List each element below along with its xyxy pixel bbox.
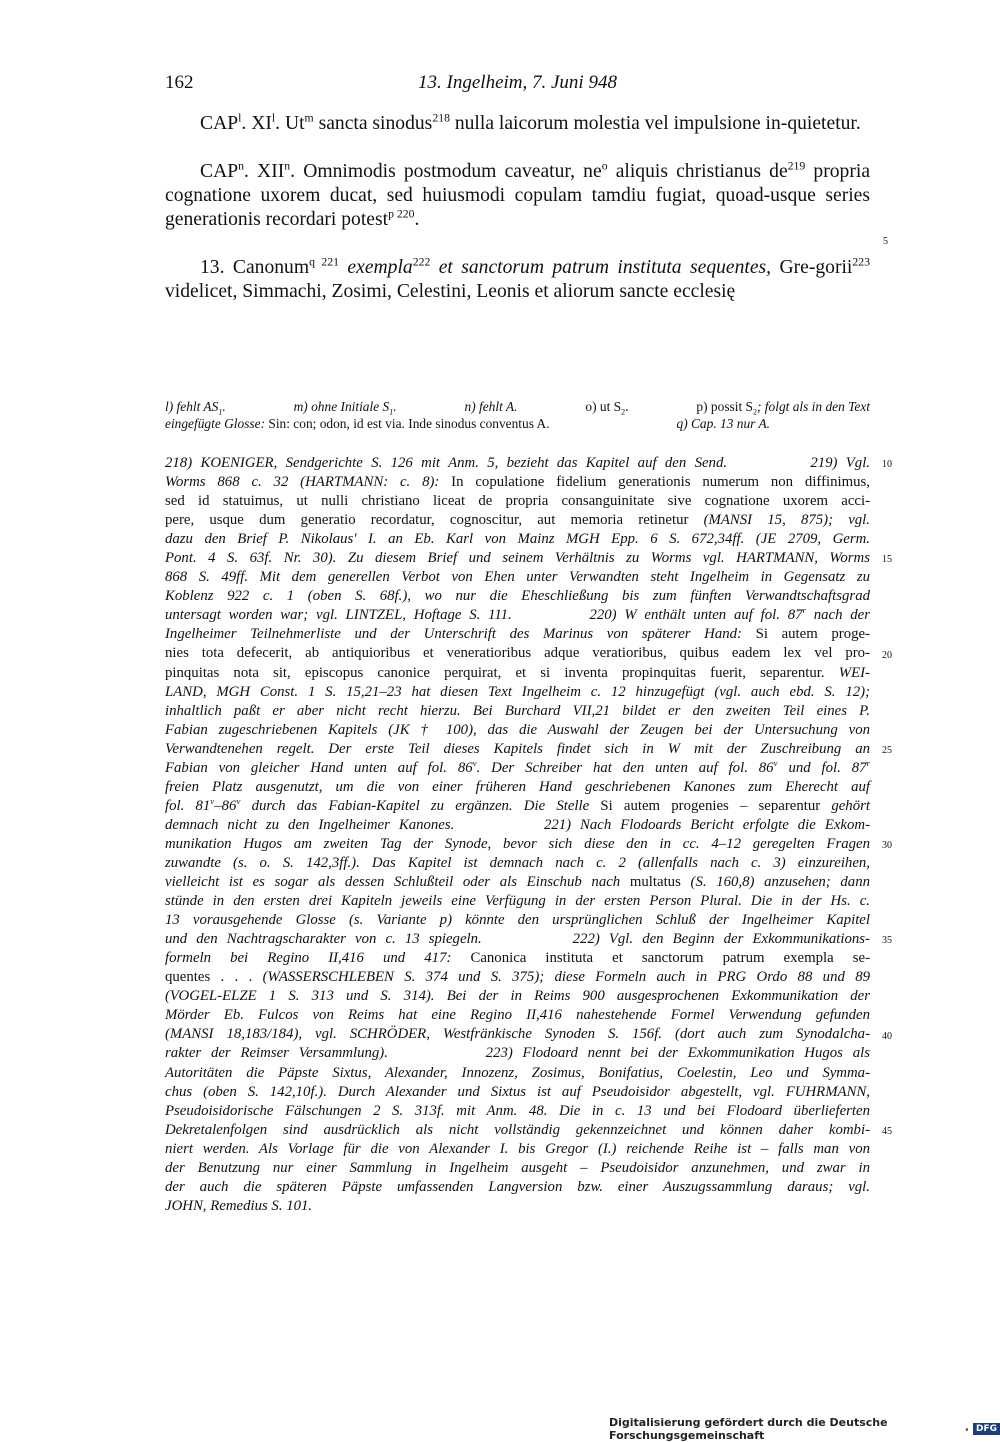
line-number: 40 (882, 1030, 892, 1042)
footnote-line: Pont. 4 S. 63f. Nr. 30). Zu diesem Brief und seinem Verhältnis zu Worms vgl. HARTMANN, Worms (165, 550, 870, 567)
page-number: 162 (165, 72, 194, 93)
footnote-line: sed id statuimus, ut nulli christiano liceat de propria consanguinitate sive cognatione uxorem acci- (165, 493, 870, 510)
variant-row: eingefügte Glosse: Sin: con; odon, id est via. Inde sinodus conventus A. q) Cap. 13 nur A. (165, 416, 770, 431)
footnote-line: nies tota defecerit, ab antiquioribus et veneratioribus adque veratioribus, quibus eadem lex vel pro- (165, 645, 870, 662)
chapter-11: CAP$^l$. $XI^l$. Ut$^m$ sancta sinodus$^{218}$ nulla laicorum molestia vel impulsione in-quietetur. (200, 111, 861, 134)
footnote-line: vielleicht ist es sogar als dessen Schlußteil oder als Einschub nach multatus (S. 160,8) anzusehen; dann (165, 874, 870, 891)
footnote-line: 218) KOENIGER, Sendgerichte S. 126 mit Anm. 5, bezieht das Kapitel auf den Send. 219) Vgl. (165, 455, 871, 471)
footnote-line: inhaltlich paßt er aber nicht recht hierzu. Bei Burchard VII,21 bildet er den zweiten Teil eines P. (165, 702, 870, 719)
dfg-footer: Digitalisierung gefördert durch die Deutsche Forschungsgemeinschaft · DFG (609, 1416, 1000, 1442)
footnote-line: fol. 81$^v$–86$^v$ durch das Fabian-Kapitel zu ergänzen. Die Stelle Si autem progenies – separentur gehört (165, 795, 870, 814)
footnote-line: Koblenz 922 c. 1 (oben S. 68f.), wo nur die Eheschließung bis zum fünften Verwandtschaftsgrad (165, 588, 870, 605)
variant-row: l) fehlt $AS_1$. m) ohne Initiale $S_1$. n) fehlt A. o) ut $S_2$. p) possit $S_2$; folgt als in den Text (165, 399, 870, 417)
line-number: 35 (882, 935, 892, 947)
footnote-line: Autoritäten die Päpste Sixtus, Alexander, Innozenz, Zosimus, Bonifatius, Coelestin, Leo und Symma- (165, 1064, 870, 1081)
footnote-line: (VOGEL-ELZE 1 S. 313 und S. 314). Bei der in Reims 900 ausgesprochenen Exkommunikation der (165, 988, 870, 1005)
footnote-line: formeln bei Regino II,416 und 417: Canonica instituta et sanctorum patrum exempla se- (165, 950, 870, 967)
footnote-line: Mörder Eb. Fulcos von Reims hat eine Regino II,416 nahestehende Formel Verwendung gefunden (165, 1007, 870, 1024)
page-header (165, 72, 870, 102)
footnote-line: munikation Hugos am zweiten Tag der Synode, bevor sich diese den in cc. 4–12 geregelten Fragen (165, 835, 870, 852)
footnote-line: 13 vorausgehende Glosse (s. Variante p) könnte den ursprünglichen Schluß der Ingelheimer Kapitel (165, 912, 870, 929)
dfg-logo: DFG (973, 1423, 1000, 1435)
footnote-line: (MANSI 18,183/184), vgl. SCHRÖDER, Westfränkische Synoden S. 156f. (dort auch zum Synodalcha- (165, 1026, 870, 1043)
line-number: 5 (883, 236, 888, 247)
footnote-line: dazu den Brief P. Nikolaus' I. an Eb. Karl von Mainz MGH Epp. 6 S. 672,34ff. (JE 2709, Germ. (165, 531, 870, 548)
footnote-line: pere, usque dum generatio recordatur, cognoscitur, aut memoria retinetur (MANSI 15, 875); vgl. (165, 512, 870, 529)
footnote-line: demnach nicht zu den Ingelheimer Kanones. 221) Nach Flodoards Bericht erfolgte die Exkom- (165, 816, 871, 833)
chapter-13: 13. Canonum$^{q 221}$ exempla$^{222}$ et sanctorum patrum instituta sequentes, Gre-gorii$^{223}$ videlicet, Simmachi, Zosimi, Celestini, Leonis et aliorum sancte ecclesię (165, 255, 870, 302)
footnote-line: LAND, MGH Const. 1 S. 15,21–23 hat diesen Text Ingelheim c. 12 hinzugefügt (vgl. auch ebd. S. 12); (165, 683, 870, 700)
footnote-line: 868 S. 49ff. Mit dem generellen Verbot von Ehen unter Verwandten steht Ingelheim in Gegensatz zu (165, 569, 870, 586)
line-number: 30 (882, 840, 892, 851)
line-number: 15 (882, 554, 892, 566)
footnote-line: quentes . . . (WASSERSCHLEBEN S. 374 und S. 375); diese Formeln auch in PRG Ordo 88 und 89 (165, 969, 870, 986)
footnote-line: Ingelheimer Teilnehmerliste und der Unterschrift des Marinus von späterer Hand: Si autem proge- (165, 626, 870, 643)
footnote-line: chus (oben S. 142,10f.). Durch Alexander und Sixtus ist auf Pseudoisidor abgestellt, vgl. FUHRMANN, (165, 1083, 870, 1100)
footnote-line: Fabian zugeschriebenen Kapitels (JK † 100), das die Auswahl der Zeugen bei der Untersuchung von (165, 721, 870, 738)
footnote-line: der Benutzung nur einer Sammlung in Ingelheim ausgeht – Pseudoisidor anzunehmen, und zwar in (165, 1159, 870, 1176)
footnote-line: Pseudoisidorische Fälschungen 2 S. 313f. mit Anm. 48. Die in c. 13 und bei Flodoard überlieferten (165, 1102, 870, 1119)
line-number: 45 (882, 1125, 892, 1137)
footnote-line: und den Nachtragscharakter von c. 13 spiegeln. 222) Vgl. den Beginn der Exkommunikations- (165, 931, 870, 948)
footnote-line: Fabian von gleicher Hand unten auf fol. 86$^v$. Der Schreiber hat den unten auf fol. 86$^v$ und fol. 87$^r$ (165, 757, 871, 776)
line-number: 10 (882, 459, 892, 470)
variant-apparatus (165, 398, 870, 432)
footnote-line: Dekretalenfolgen sind ausdrücklich als nicht vollständig gekennzeichnet und können daher kombi- (165, 1121, 870, 1138)
footnote-line: Worms 868 c. 32 (HARTMANN: c. 8): In copulatione fidelium generationis numerum non diffinimus, (165, 474, 871, 491)
line-number: 25 (882, 744, 892, 756)
footnote-line: rakter der Reimser Versammlung). 223) Flodoard nennt bei der Exkommunikation Hugos als (165, 1045, 870, 1062)
footnote-line: stünde in den ersten drei Kapiteln jeweils eine Verfügung in der ersten Person Plural. Die in der Hs. c. (165, 893, 870, 910)
chapter-12: CAP$^n$. XII$^n$. Omnimodis postmodum caveatur, $ne^o$ aliquis christianus $de^{219}$ propria cognatione uxorem ducat, sed huiusmodi copulam tamdiu fugiat, quoad-usque series generationis recordari potest$^{p 220}$. (165, 159, 871, 230)
footnote-line: niert werden. Als Vorlage für die von Alexander I. bis Gregor (I.) reichende Reihe ist – falls man von (165, 1140, 870, 1157)
footnote-line: Verwandtenehen regelt. Der erste Teil dieses Kapitels findet sich in W mit der Zuschreibung an (165, 740, 870, 757)
footnote-line: untersagt worden war; vgl. LINTZEL, Hoftage S. 111. 220) W enthält unten auf fol. 87$^r$ nach der (165, 605, 871, 624)
main-text (165, 112, 870, 304)
footnote-line: freien Platz ausgenutzt, um die von einer früheren Hand geschriebenen Kanones zum Eherecht auf (165, 778, 870, 795)
footer-text: Digitalisierung gefördert durch die Deutsche Forschungsgemeinschaft (609, 1416, 888, 1442)
footnote-line: JOHN, Remedius S. 101. (165, 1197, 313, 1214)
footnote-line: zuwandte (s. o. S. 142,3ff.). Das Kapitel ist demnach nach c. 2 (allenfalls nach c. 3) einzureihen, (165, 854, 870, 871)
line-number: 20 (882, 649, 892, 661)
footnote-line: der auch die späteren Päpste umfassenden Langversion bzw. einer Auszugssammlung daraus; vgl. (165, 1178, 870, 1195)
footnote-line: pinquitas nota sit, episcopus canonice perquirat, et si inventa propinquitas fuerit, separentur. WEI- (165, 664, 870, 681)
footnotes (165, 454, 870, 1216)
running-title: 13. Ingelheim, 7. Juni 948 (418, 72, 617, 93)
